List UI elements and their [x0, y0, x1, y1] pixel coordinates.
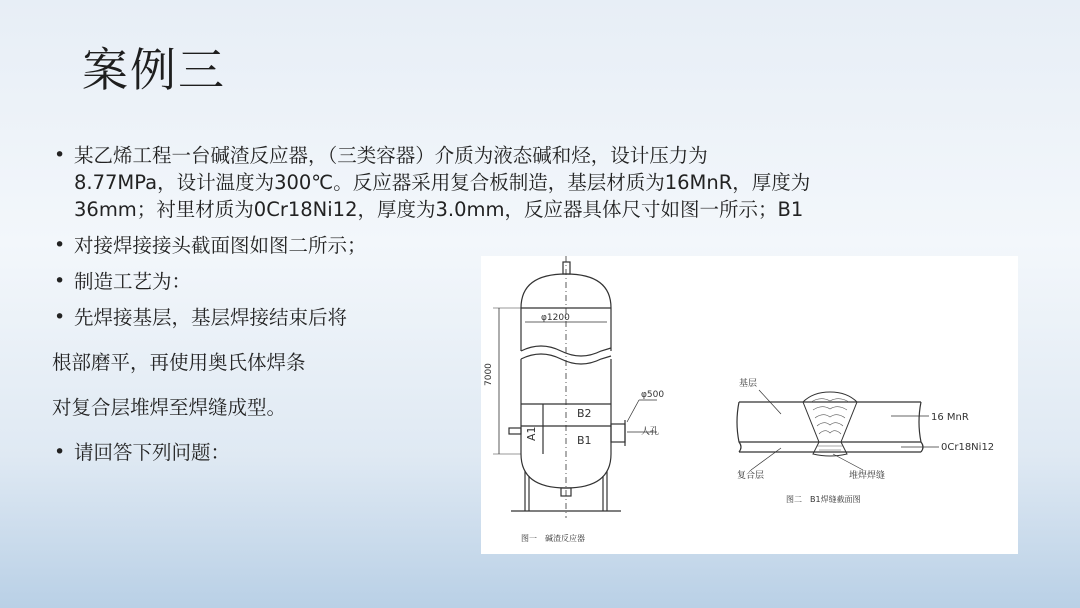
bullet-dot: •: [54, 441, 66, 463]
bullet-dot: •: [54, 306, 66, 328]
seam-b2-label: B2: [577, 407, 592, 420]
bullet-item-1: [52, 142, 1012, 223]
bullet-4-text: 先焊接基层，基层焊接结束后将: [74, 306, 348, 329]
overlay-weld-label: 堆焊焊缝: [849, 471, 886, 481]
diameter-label: φ1200: [541, 313, 570, 323]
figure-drawing: [481, 256, 1018, 554]
manhole-label: 人孔: [641, 427, 660, 437]
manhole-nozzle: [611, 424, 625, 442]
nozzle-label: φ500: [641, 390, 665, 400]
seam-b1-label: B1: [577, 434, 592, 447]
overlay-weld: [813, 442, 847, 456]
bullet-1-line-2: 8.77MPa，设计温度为300℃。反应器采用复合板制造，基层材质为16MnR，厚度为: [74, 171, 811, 194]
fig1-caption: 图一 碱渣反应器: [521, 534, 585, 543]
continuation-line-1: 根部磨平，再使用奥氏体焊条: [52, 351, 306, 374]
bullet-3-text: 制造工艺为：: [74, 270, 192, 293]
reactor-vessel-drawing: [493, 256, 660, 518]
bullet-1-line-3: 36mm；衬里材质为0Cr18Ni12，厚度为3.0mm，反应器具体尺寸如图一所示；B1: [74, 198, 804, 221]
slide-title: 案例三: [82, 43, 226, 97]
bullet-1-line-1: 某乙烯工程一台碱渣反应器，（三类容器）介质为液态碱和烃，设计压力为: [74, 144, 708, 167]
top-nozzle: [563, 262, 570, 274]
bullet-dot: •: [54, 144, 66, 166]
base-layer-label: 基层: [739, 379, 758, 389]
bullet-5-text: 请回答下列问题：: [74, 441, 231, 464]
fig2-labels: [737, 377, 994, 504]
bullet-2-text: 对接焊接接头截面图如图二所示；: [74, 234, 367, 257]
bullet-dot: •: [54, 234, 66, 256]
continuation-line-2: 对复合层堆焊至焊缝成型。: [52, 396, 287, 419]
seam-a1-label: A1: [525, 426, 538, 441]
height-label: 7000: [484, 363, 494, 386]
figure-panel: [481, 256, 1018, 554]
bullet-dot: •: [54, 270, 66, 292]
material-0cr-label: 0Cr18Ni12: [941, 442, 995, 453]
clad-layer-label: 复合层: [737, 471, 765, 481]
fig2-caption: 图二 B1焊缝截面图: [786, 495, 861, 504]
material-16mnr-label: 16 MnR: [931, 412, 969, 423]
bullet-item-2: [52, 232, 1012, 259]
weld-section-drawing: [737, 392, 923, 456]
